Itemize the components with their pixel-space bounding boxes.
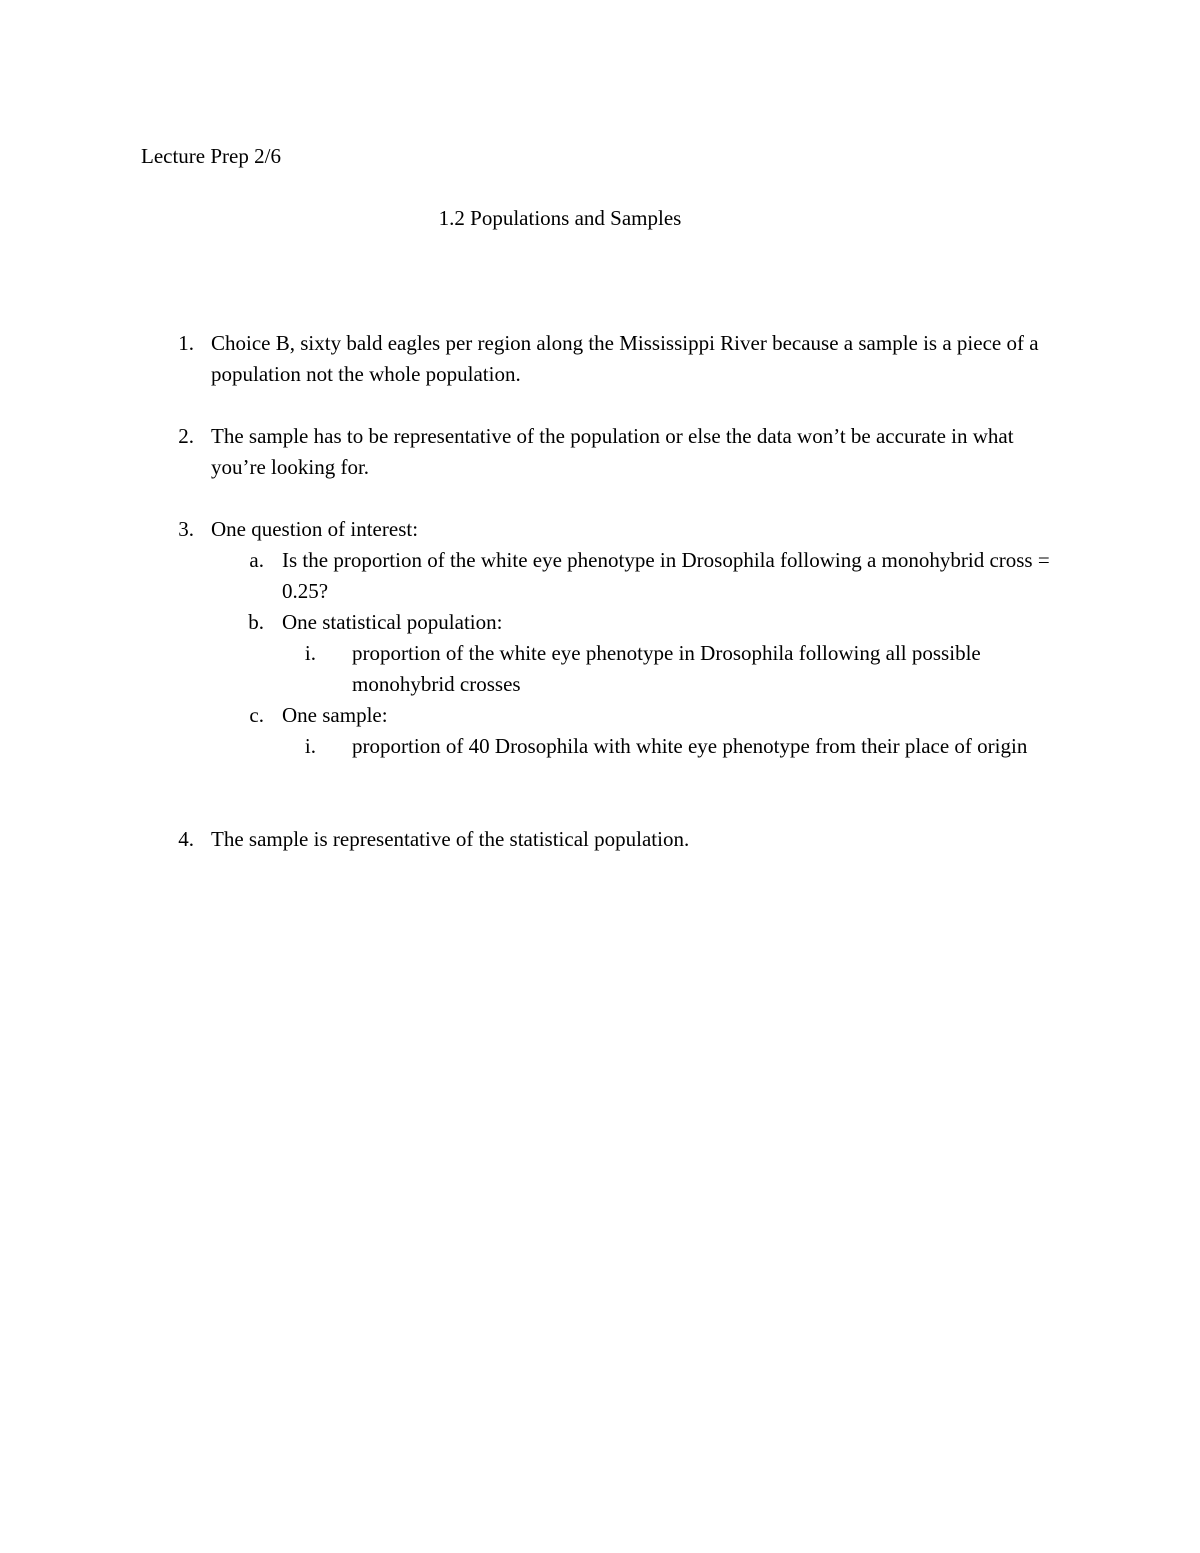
list-marker: i.	[304, 641, 316, 665]
list-item-text: The sample is representative of the statistical population.	[211, 827, 690, 851]
list-item-text: Is the proportion of the white eye phenotype in Drosophila following a monohybrid cross = 0.25?	[282, 548, 1050, 603]
list-item-text: One statistical population:	[282, 610, 503, 634]
list-item-text: Choice B, sixty bald eagles per region along the Mississippi River because a sample is a piece of a population not the whole population.	[211, 331, 1039, 386]
list-item-text: proportion of 40 Drosophila with white eye phenotype from their place of origin	[352, 734, 1028, 758]
list-item-text: One question of interest:	[211, 517, 419, 541]
list-item-text: proportion of the white eye phenotype in Drosophila following all possible monohybrid crosses	[352, 641, 981, 696]
list-marker: c.	[249, 703, 264, 727]
list-item-text: One sample:	[282, 703, 388, 727]
list-marker: i.	[304, 734, 316, 758]
list-item-text: The sample has to be representative of the population or else the data won’t be accurate in what you’re looking for.	[211, 424, 1014, 479]
list-marker: 3.	[178, 517, 194, 541]
list-marker: a.	[249, 548, 264, 572]
list-marker: 1.	[178, 331, 194, 355]
list-marker: 2.	[178, 424, 194, 448]
list-marker: 4.	[178, 827, 194, 851]
list-marker: b.	[248, 610, 264, 634]
page-title: 1.2 Populations and Samples	[438, 206, 682, 230]
lecture-header: Lecture Prep 2/6	[141, 144, 281, 168]
